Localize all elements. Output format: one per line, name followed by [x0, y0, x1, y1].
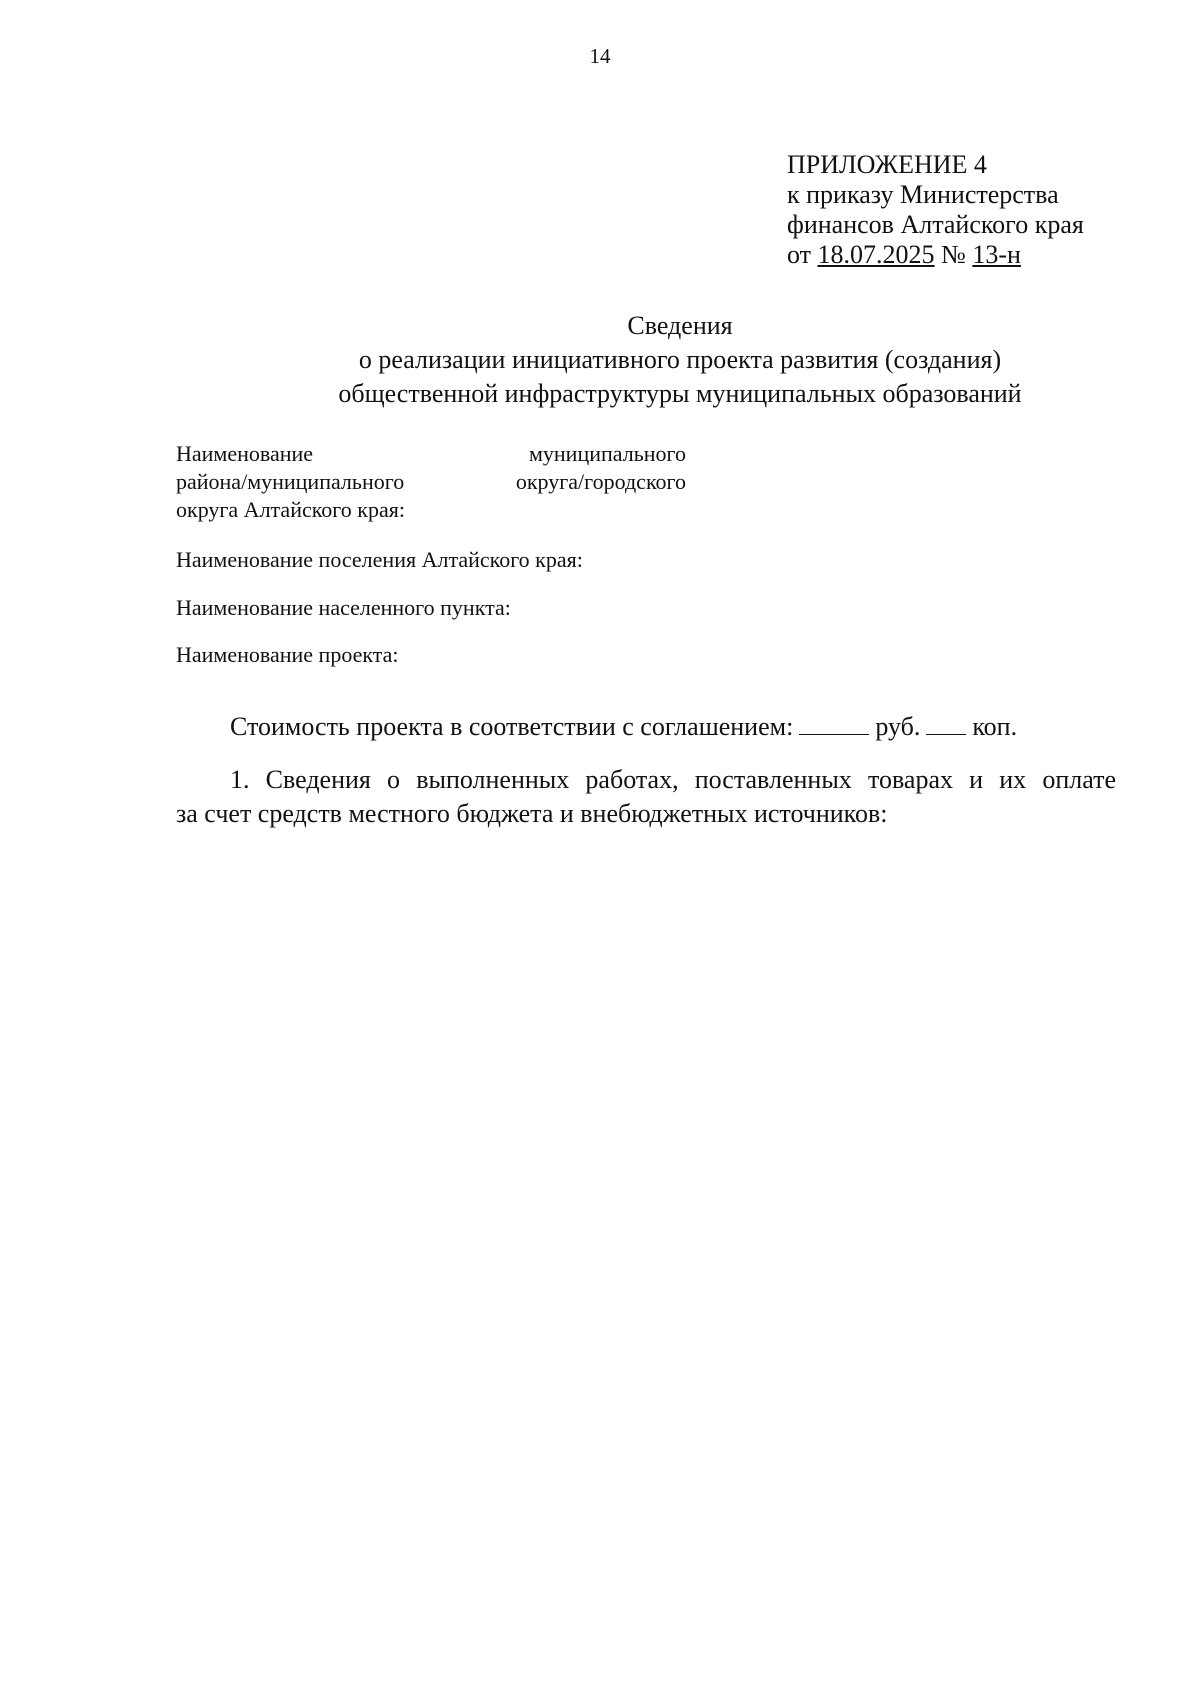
- section-1-heading: [176, 763, 1116, 831]
- section-1-line-2: за счет средств местного бюджета и внебюджетных источников:: [176, 799, 888, 828]
- rub-unit: руб.: [875, 712, 921, 741]
- kop-blank: [926, 708, 966, 735]
- page-number: 14: [589, 44, 611, 68]
- section-1-line-1: 1. Сведения о выполненных работах, поставленных товарах и их оплате: [230, 765, 1116, 794]
- document-title: [0, 309, 1200, 411]
- district-label-row2-left: района/муниципального: [176, 469, 405, 494]
- order-number: 13-н: [972, 240, 1021, 269]
- district-label-row1-left: Наименование: [176, 441, 314, 466]
- order-date: 18.07.2025: [817, 240, 935, 269]
- kop-unit: коп.: [972, 712, 1018, 741]
- district-label-row1-right: муниципального: [528, 441, 686, 466]
- number-prefix: №: [934, 240, 973, 269]
- rub-blank: [799, 708, 869, 735]
- district-label-row3-left: округа Алтайского края:: [176, 497, 405, 522]
- title-line-1: Сведения: [627, 311, 733, 340]
- project-cost-line: [230, 708, 1017, 744]
- settlement-name-field: Наименование поселения Алтайского края:: [176, 547, 583, 572]
- district-name-field: [176, 440, 686, 524]
- appendix-ministry: финансов Алтайского края: [787, 210, 1084, 239]
- appendix-title: ПРИЛОЖЕНИЕ 4: [787, 150, 987, 179]
- appendix-date-line: [787, 240, 1084, 270]
- date-prefix: от: [787, 240, 818, 269]
- appendix-header: [787, 150, 1084, 270]
- project-name-field: Наименование проекта:: [176, 642, 399, 667]
- title-line-3: общественной инфраструктуры муниципальных образований: [338, 379, 1022, 408]
- cost-label: Стоимость проекта в соответствии с соглашением:: [230, 712, 794, 741]
- title-line-2: о реализации инициативного проекта развития (создания): [358, 345, 1002, 374]
- district-label-row2-right: округа/городского: [515, 469, 686, 494]
- locality-name-field: Наименование населенного пункта:: [176, 595, 511, 620]
- appendix-order-ref: к приказу Министерства: [787, 180, 1059, 209]
